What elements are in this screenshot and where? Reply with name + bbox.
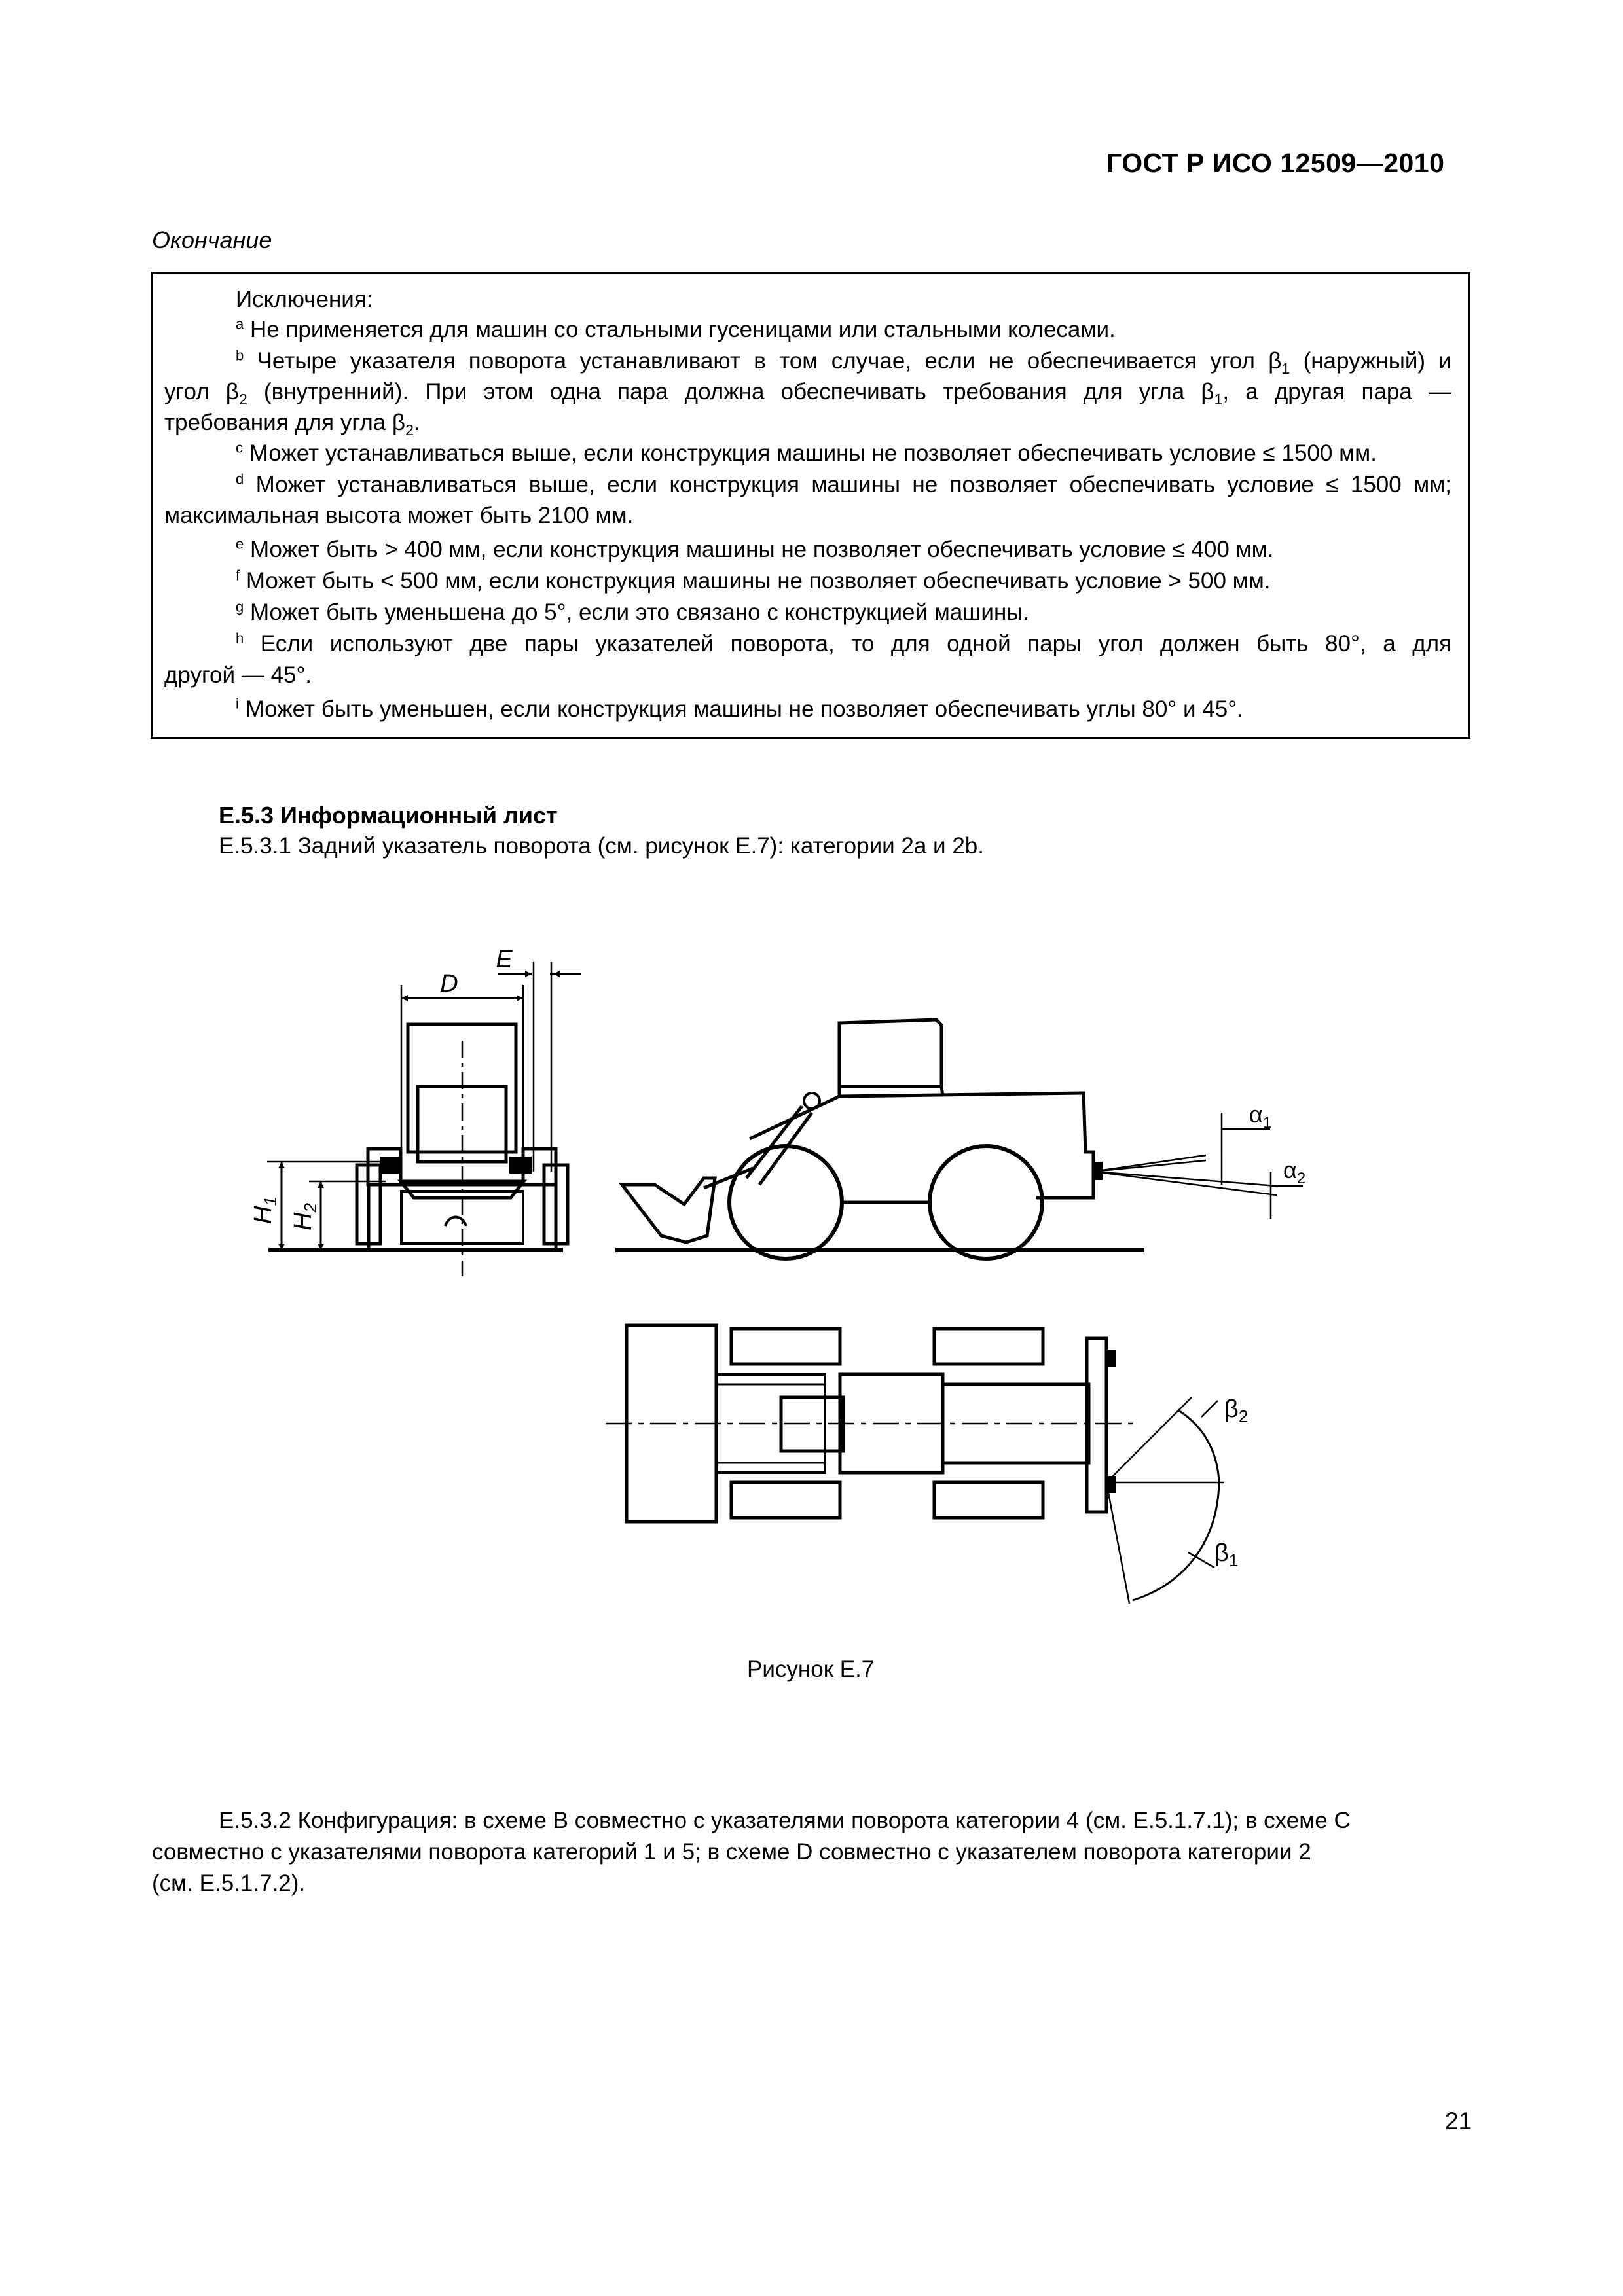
side-indicator-lamp [1093, 1162, 1103, 1180]
note-c: $^c$ Может устанавливаться выше, если конструкция машины не позволяет обеспечивать условие ≤ 1500 мм. [236, 439, 1377, 466]
paragraph-532-line1: Е.5.3.2 Конфигурация: в схеме B совместно с указателями поворота категории 4 (см. Е.5.1.7.1); в схеме C [219, 1808, 1351, 1833]
top-indicator-lamp-2 [1106, 1476, 1116, 1493]
dimension-h1-label [249, 1196, 280, 1224]
continuation-label: Окончание [152, 226, 272, 253]
page-number: 21 [1445, 2108, 1472, 2134]
note-b-line2: угол $\beta_2$ (внутренний). При этом одна пара должна обеспечивать требования для угла $\beta_1$, а другая пара — [164, 379, 1451, 408]
figure-caption: Рисунок Е.7 [747, 1657, 875, 1682]
svg-text:H1: $H_1$ [249, 1196, 280, 1224]
front-right-indicator-lamp [509, 1157, 532, 1174]
paragraph-532-line2: совместно с указателями поворота категорий 1 и 5; в схеме D совместно с указателем поворота категории 2 [152, 1839, 1311, 1865]
note-f: $^f$ Может быть < 500 мм, если конструкция машины не позволяет обеспечивать условие > 500 мм. [236, 567, 1271, 594]
note-e: $^e$ Может быть > 400 мм, если конструкция машины не позволяет обеспечивать условие ≤ 400 мм. [236, 535, 1274, 562]
top-indicator-lamp-1 [1106, 1350, 1116, 1367]
figure-e7 [0, 903, 1623, 1636]
dimension-e-label: E [496, 946, 513, 973]
note-h-line1: $^h$ Если используют две пары указателей поворота, то для одной пары угол должен быть 80°, а для [236, 630, 1451, 656]
note-d-line2: максимальная высота может быть 2100 мм. [164, 503, 634, 528]
angle-alpha2-label: $\alpha_2$ [1283, 1157, 1306, 1187]
note-b-line3: требования для угла $\beta_2$. [164, 410, 420, 439]
note-d-line1: $^d$ Может устанавливаться выше, если конструкция машины не позволяет обеспечивать условие ≤ 1500 мм; [236, 471, 1451, 497]
note-i: $^i$ Может быть уменьшен, если конструкция машины не позволяет обеспечивать углы 80° и 45°. [236, 695, 1243, 722]
exceptions-heading: Исключения: [236, 287, 373, 312]
dimension-h2-label [289, 1203, 320, 1230]
note-g: $^g$ Может быть уменьшена до 5°, если это связано с конструкцией машины. [236, 598, 1030, 625]
note-b-line1: $^b$ Четыре указателя поворота устанавливают в том случае, если не обеспечивается угол $\beta_1$ (наружный) и [236, 347, 1451, 377]
document-header: ГОСТ Р ИСО 12509—2010 [1106, 148, 1445, 178]
svg-text:H2: $H_2$ [289, 1203, 320, 1230]
note-h-line2: другой — 45°. [164, 662, 312, 688]
exceptions-box [151, 272, 1470, 739]
front-left-indicator-lamp [380, 1157, 402, 1174]
dimension-d-label: D [440, 970, 458, 997]
note-a [236, 315, 1116, 342]
note-a-mark: a [236, 315, 244, 332]
angle-alpha1-label: $\alpha_1$ [1249, 1101, 1272, 1132]
angle-beta1-label: $\beta_1$ [1214, 1539, 1239, 1570]
section-title: Е.5.3 Информационный лист [219, 802, 558, 829]
side-view-drawing [615, 1020, 1306, 1259]
paragraph-532-line3: (см. Е.5.1.7.2). [152, 1871, 306, 1896]
note-a-text: Не применяется для машин со стальными гусеницами или стальными колесами. [249, 317, 1116, 342]
note-b-mark: b [236, 347, 244, 364]
top-view-drawing [606, 1325, 1224, 1604]
angle-beta2-label: $\beta_2$ [1224, 1395, 1249, 1426]
section-paragraph-1: Е.5.3.1 Задний указатель поворота (см. рисунок Е.7): категории 2a и 2b. [219, 833, 984, 859]
